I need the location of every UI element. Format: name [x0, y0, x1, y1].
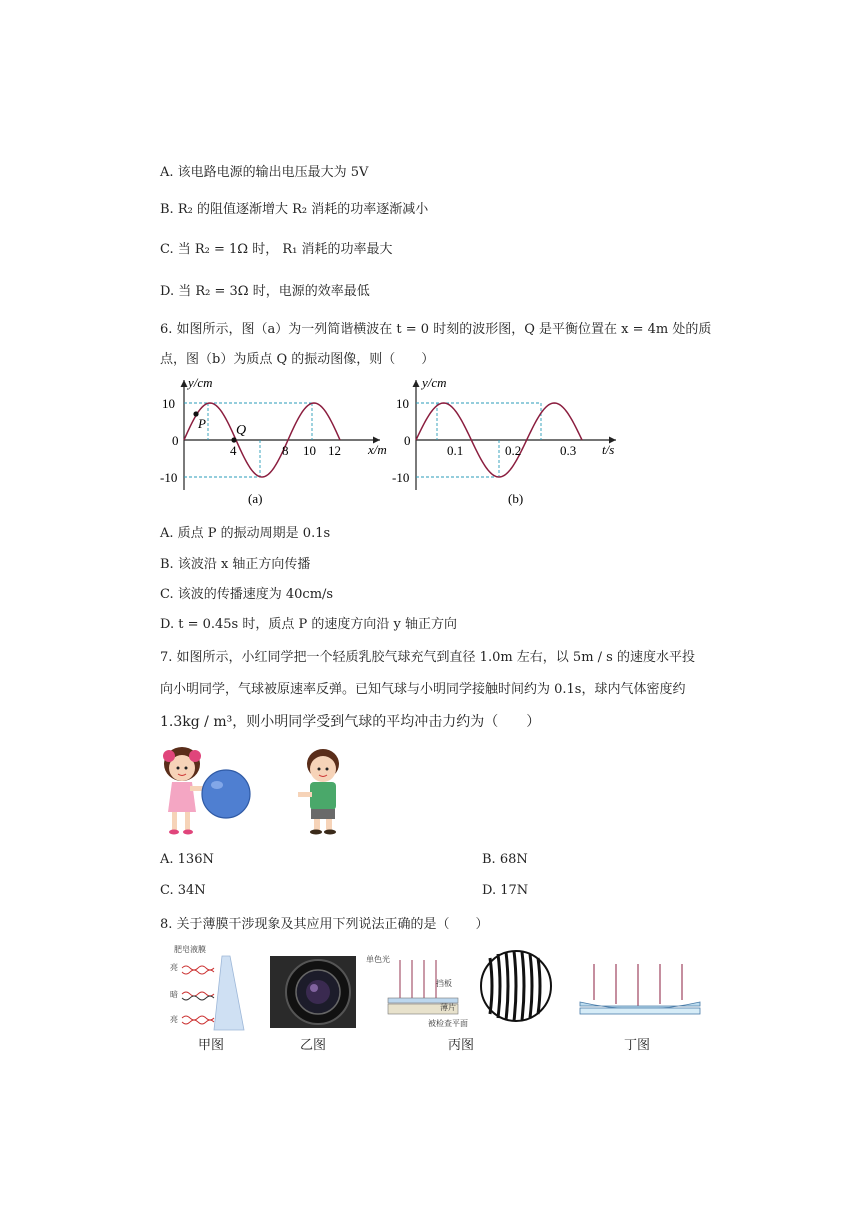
thin-sheet-label: 薄片 — [440, 1003, 456, 1012]
q6-option-a: A. 质点 P 的振动周期是 0.1s — [160, 526, 331, 541]
girl-figure — [163, 747, 204, 835]
q7-option-c: C. 34N — [160, 883, 206, 898]
y-tick-b-neg10: -10 — [392, 470, 410, 485]
q7-option-d: D. 17N — [482, 883, 529, 898]
q6-stem-line2: 点，图（b）为质点 Q 的振动图像，则（ ） — [160, 352, 435, 367]
baffle-label: 挡板 — [436, 979, 452, 988]
boy-figure — [298, 749, 339, 835]
dark-label: 暗 — [170, 990, 178, 999]
fig-ding-lens-plate — [576, 962, 704, 1024]
q7-stem-line1: 7. 如图所示，小红同学把一个轻质乳胶气球充气到直径 1.0m 左右，以 5m / s 的速度水平投 — [160, 650, 695, 665]
q5-option-c: C. 当 R₂ = 1Ω 时， R₁ 消耗的功率最大 — [160, 242, 393, 257]
caption-yi: 乙图 — [300, 1038, 327, 1053]
q7-stem-line2: 向小明同学，气球被原速率反弹。已知气球与小明同学接触时间约为 0.1s，球内气体密度约 — [160, 682, 686, 697]
q8-stem: 8. 关于薄膜干涉现象及其应用下列说法正确的是（ ） — [160, 917, 489, 932]
q6-stem-line1: 6. 如图所示，图（a）为一列简谐横波在 t = 0 时刻的波形图，Q 是平衡位置在 x = 4m 处的质 — [160, 322, 712, 337]
y-tick-a-0: 0 — [172, 433, 179, 448]
q7-stem-line3: 1.3kg / m³，则小明同学受到气球的平均冲击力约为（ ） — [160, 714, 541, 730]
q6-option-c: C. 该波的传播速度为 40cm/s — [160, 587, 334, 602]
x-label-a: x/m — [368, 442, 387, 457]
caption-jia: 甲图 — [198, 1038, 225, 1053]
mono-light-label: 单色光 — [366, 955, 390, 964]
x-tick-b-0.1: 0.1 — [447, 443, 464, 458]
q7-option-a: A. 136N — [160, 852, 214, 867]
fig-yi-camera-lens — [270, 956, 356, 1028]
x-tick-a-10: 10 — [303, 443, 316, 458]
x-tick-b-0.3: 0.3 — [560, 443, 577, 458]
y-label-a: y/cm — [188, 375, 213, 390]
x-label-b: t/s — [602, 442, 615, 457]
x-tick-a-12: 12 — [328, 443, 341, 458]
point-q-label: Q — [236, 423, 247, 438]
tested-plane-label: 被检查平面 — [428, 1019, 468, 1028]
y-label-b: y/cm — [422, 375, 447, 390]
point-p-label: P — [198, 416, 206, 431]
caption-ding: 丁图 — [624, 1038, 651, 1053]
x-tick-a-4: 4 — [230, 443, 237, 458]
y-tick-a-10: 10 — [162, 396, 175, 411]
q5-option-b: B. R₂ 的阻值逐渐增大 R₂ 消耗的功率逐渐减小 — [160, 202, 429, 217]
bright-label-1: 亮 — [170, 963, 178, 972]
kids-balloon-illustration — [160, 742, 360, 838]
fig-jia-soap-film — [168, 942, 248, 1034]
point-q — [231, 437, 236, 442]
panel-label-a: (a) — [248, 491, 263, 506]
panel-label-b: (b) — [508, 491, 524, 506]
y-tick-a-neg10: -10 — [160, 470, 178, 485]
soap-film-label: 肥皂液膜 — [174, 945, 206, 954]
y-tick-b-0: 0 — [404, 433, 411, 448]
q7-option-b: B. 68N — [482, 852, 528, 867]
vibration-graph-b — [390, 372, 630, 512]
y-tick-b-10: 10 — [396, 396, 409, 411]
q5-option-a: A. 该电路电源的输出电压最大为 5V — [160, 165, 369, 180]
q5-option-d: D. 当 R₂ = 3Ω 时，电源的效率最低 — [160, 284, 370, 299]
x-tick-b-0.2: 0.2 — [505, 443, 522, 458]
wave-graph-a — [160, 372, 400, 512]
x-tick-a-8: 8 — [282, 443, 289, 458]
balloon — [202, 770, 250, 818]
q6-option-d: D. t = 0.45s 时，质点 P 的速度方向沿 y 轴正方向 — [160, 617, 457, 632]
q6-option-b: B. 该波沿 x 轴正方向传播 — [160, 557, 311, 572]
caption-bing: 丙图 — [448, 1038, 475, 1053]
fig-bing-interference — [366, 946, 552, 1036]
bright-label-2: 亮 — [170, 1015, 178, 1024]
